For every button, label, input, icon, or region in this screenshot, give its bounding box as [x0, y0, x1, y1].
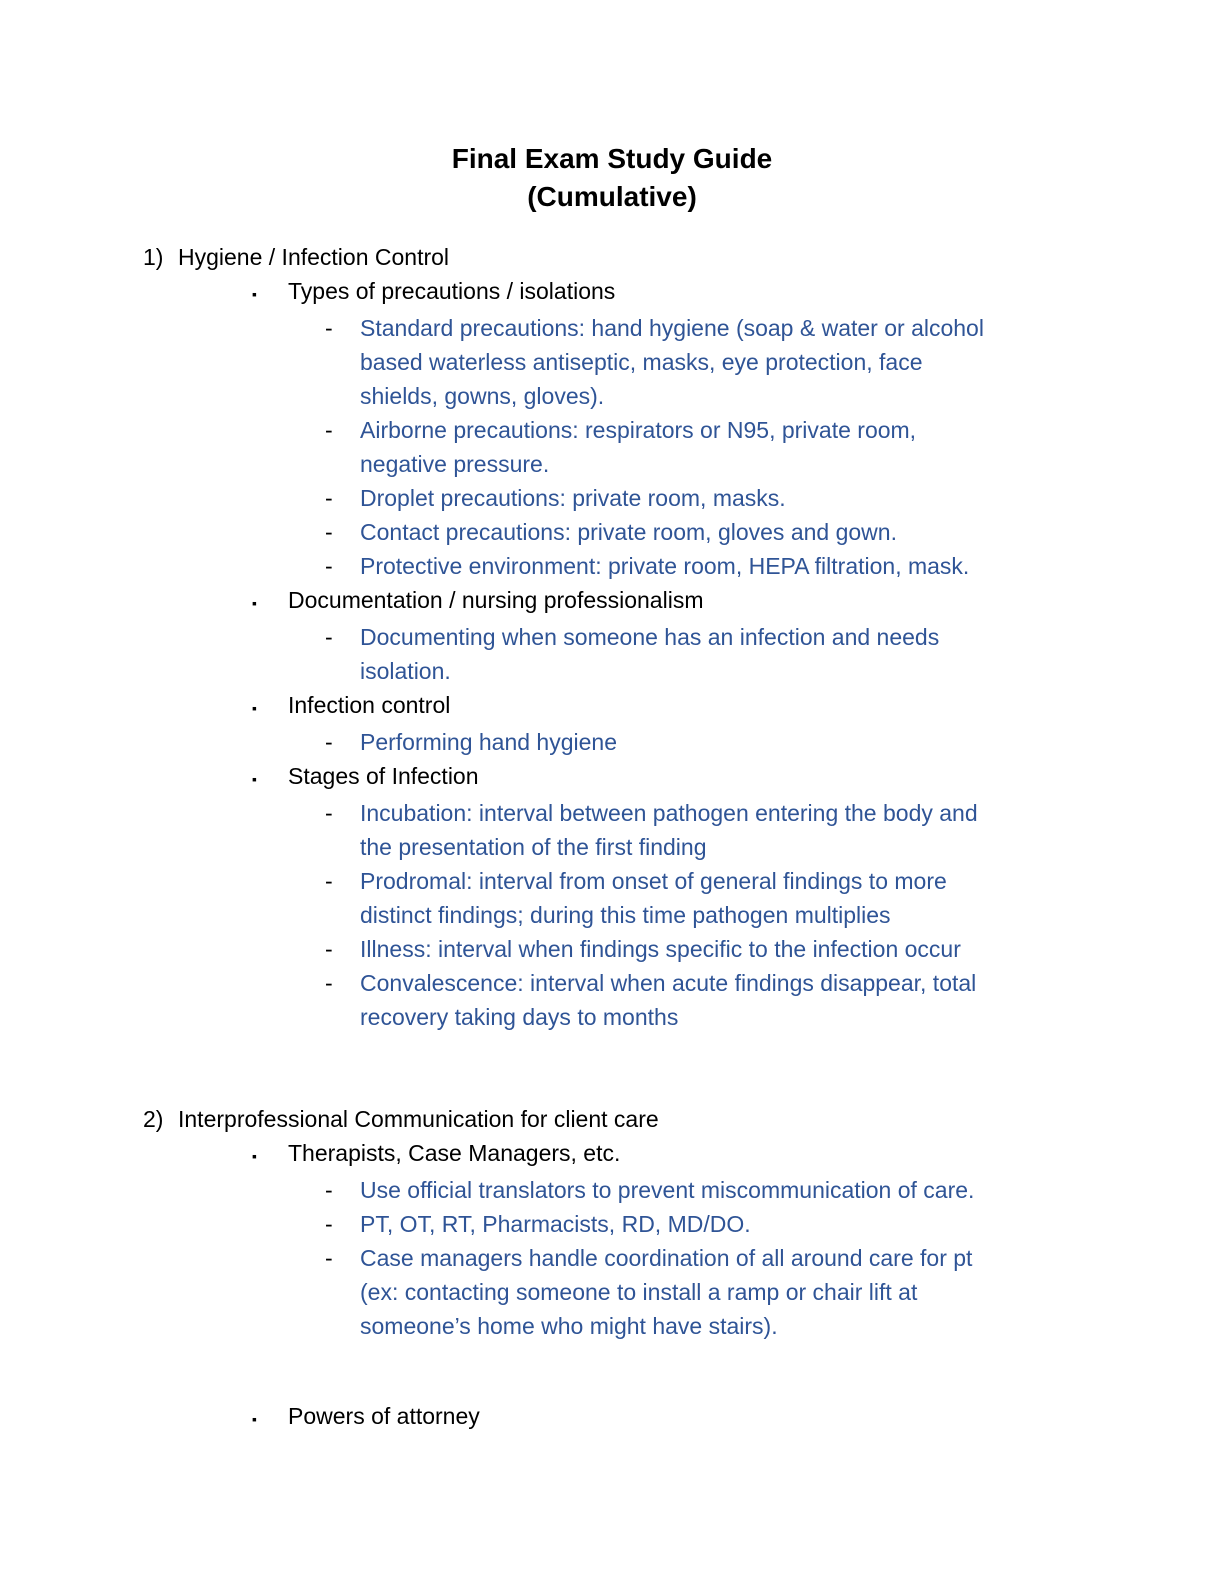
section-heading	[0, 240, 1224, 274]
topic-item	[0, 1399, 1224, 1436]
dash-bullet-icon: -	[325, 1245, 333, 1271]
detail-text	[360, 481, 786, 515]
detail-line: isolation.	[360, 658, 451, 684]
detail-line: shields, gowns, gloves).	[360, 383, 605, 409]
dash-bullet-icon: -	[325, 868, 333, 894]
detail-line: Droplet precautions: private room, masks.	[360, 485, 786, 511]
detail-item	[0, 311, 1224, 413]
detail-line: Illness: interval when findings specific to the infection occur	[360, 936, 961, 962]
detail-item	[0, 1207, 1224, 1241]
detail-line: Prodromal: interval from onset of general findings to more	[360, 868, 947, 894]
topic-item	[0, 688, 1224, 725]
detail-line: (ex: contacting someone to install a ramp or chair lift at	[360, 1279, 918, 1305]
square-bullet-icon: ▪	[252, 1148, 257, 1164]
blank-line	[0, 1034, 1224, 1102]
detail-text	[360, 864, 947, 932]
title-line-1: Final Exam Study Guide	[451, 143, 773, 174]
detail-item	[0, 620, 1224, 688]
blank-line	[0, 1343, 1224, 1399]
square-bullet-icon: ▪	[252, 1411, 257, 1427]
topic-label: Documentation / nursing professionalism	[288, 587, 704, 613]
detail-item	[0, 966, 1224, 1034]
detail-item	[0, 549, 1224, 583]
detail-item	[0, 1173, 1224, 1207]
outline-content	[0, 240, 1224, 1436]
detail-text	[360, 725, 617, 759]
topic-item	[0, 759, 1224, 796]
dash-bullet-icon: -	[325, 417, 333, 443]
dash-bullet-icon: -	[325, 936, 333, 962]
section-number: 1)	[143, 244, 164, 270]
detail-text	[360, 1173, 974, 1207]
detail-item	[0, 796, 1224, 864]
square-bullet-icon: ▪	[252, 700, 257, 716]
section-number: 2)	[143, 1106, 164, 1132]
topic-label: Infection control	[288, 692, 451, 718]
detail-text	[360, 413, 916, 481]
document-title	[0, 0, 1224, 216]
dash-bullet-icon: -	[325, 553, 333, 579]
topic-label: Types of precautions / isolations	[288, 278, 616, 304]
detail-line: negative pressure.	[360, 451, 550, 477]
topic-label: Powers of attorney	[288, 1403, 480, 1429]
topic-item	[0, 274, 1224, 311]
dash-bullet-icon: -	[325, 970, 333, 996]
detail-line: Incubation: interval between pathogen entering the body and	[360, 800, 978, 826]
dash-bullet-icon: -	[325, 800, 333, 826]
detail-item	[0, 932, 1224, 966]
detail-text	[360, 1207, 751, 1241]
detail-text	[360, 796, 978, 864]
detail-line: Use official translators to prevent miscommunication of care.	[360, 1177, 975, 1203]
detail-line: Protective environment: private room, HEPA filtration, mask.	[360, 553, 970, 579]
detail-item	[0, 864, 1224, 932]
detail-line: Standard precautions: hand hygiene (soap & water or alcohol	[360, 315, 984, 341]
detail-text	[360, 515, 897, 549]
detail-line: distinct findings; during this time pathogen multiplies	[360, 902, 891, 928]
dash-bullet-icon: -	[325, 1177, 333, 1203]
detail-line: PT, OT, RT, Pharmacists, RD, MD/DO.	[360, 1211, 751, 1237]
topic-label: Stages of Infection	[288, 763, 479, 789]
topic-label: Therapists, Case Managers, etc.	[288, 1140, 621, 1166]
detail-line: Performing hand hygiene	[360, 729, 617, 755]
section-heading-text: Interprofessional Communication for client care	[178, 1106, 659, 1132]
detail-line: someone’s home who might have stairs).	[360, 1313, 778, 1339]
section-heading	[0, 1102, 1224, 1136]
detail-text	[360, 1241, 972, 1343]
square-bullet-icon: ▪	[252, 286, 257, 302]
dash-bullet-icon: -	[325, 729, 333, 755]
title-line-2: (Cumulative)	[527, 181, 697, 212]
detail-item	[0, 725, 1224, 759]
dash-bullet-icon: -	[325, 1211, 333, 1237]
detail-text	[360, 932, 961, 966]
topic-item	[0, 583, 1224, 620]
detail-text	[360, 966, 976, 1034]
detail-item	[0, 515, 1224, 549]
dash-bullet-icon: -	[325, 624, 333, 650]
detail-line: Airborne precautions: respirators or N95, private room,	[360, 417, 917, 443]
detail-line: based waterless antiseptic, masks, eye protection, face	[360, 349, 923, 375]
detail-text	[360, 620, 939, 688]
square-bullet-icon: ▪	[252, 771, 257, 787]
dash-bullet-icon: -	[325, 315, 333, 341]
detail-line: Contact precautions: private room, gloves and gown.	[360, 519, 897, 545]
detail-item	[0, 1241, 1224, 1343]
detail-line: Documenting when someone has an infection and needs	[360, 624, 940, 650]
section-heading-text: Hygiene / Infection Control	[178, 244, 450, 270]
dash-bullet-icon: -	[325, 519, 333, 545]
detail-line: recovery taking days to months	[360, 1004, 679, 1030]
detail-line: the presentation of the first finding	[360, 834, 707, 860]
topic-item	[0, 1136, 1224, 1173]
detail-text	[360, 311, 984, 413]
detail-item	[0, 413, 1224, 481]
dash-bullet-icon: -	[325, 485, 333, 511]
square-bullet-icon: ▪	[252, 595, 257, 611]
detail-line: Case managers handle coordination of all around care for pt	[360, 1245, 973, 1271]
detail-line: Convalescence: interval when acute findings disappear, total	[360, 970, 977, 996]
detail-item	[0, 481, 1224, 515]
detail-text	[360, 549, 969, 583]
